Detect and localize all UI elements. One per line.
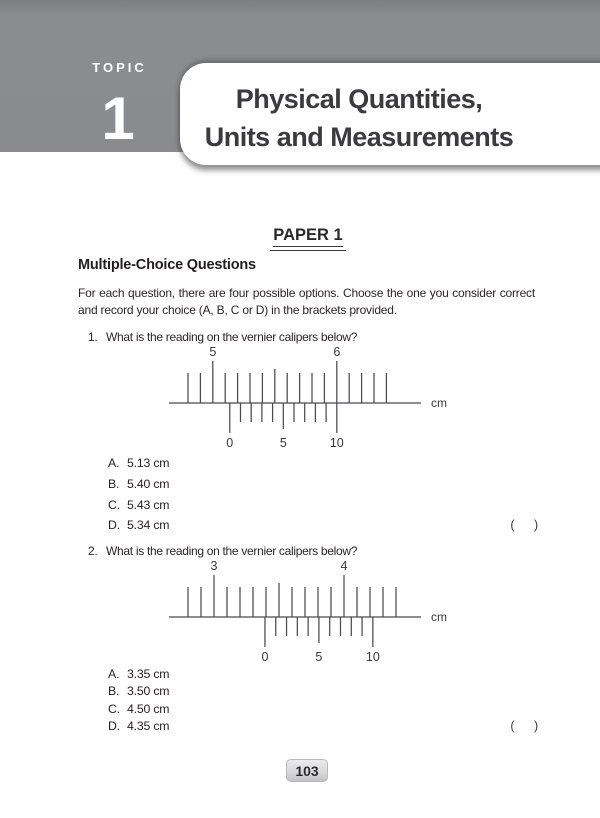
vernier-calipers-figure-1 [165, 342, 455, 454]
paper-heading [16, 226, 600, 251]
option-letter: C. [108, 701, 120, 716]
question-2-number: 2. [88, 544, 98, 558]
option-text: 4.50 cm [127, 701, 170, 716]
option-letter: A. [108, 667, 120, 681]
svg-text:3: 3 [210, 559, 218, 573]
section-heading: Multiple-Choice Questions [78, 257, 256, 273]
chapter-title-box [180, 63, 600, 165]
option-text: 5.43 cm [127, 497, 170, 512]
svg-text:5: 5 [315, 650, 323, 664]
svg-text:5: 5 [279, 436, 287, 450]
option-row [78, 498, 538, 519]
option-letter: B. [108, 476, 120, 491]
option-row [78, 719, 538, 736]
topic-number: 1 [101, 85, 135, 152]
option-text: 5.13 cm [127, 456, 170, 470]
option-letter: B. [108, 684, 120, 699]
question-1-text: What is the reading on the vernier calipers below? [106, 330, 358, 344]
svg-text:0: 0 [226, 436, 234, 450]
vernier-calipers-figure-2 [165, 556, 455, 668]
question-1-options [78, 456, 538, 539]
topic-label: TOPIC [92, 60, 147, 75]
svg-text:10: 10 [329, 436, 344, 450]
instructions-paragraph: For each question, there are four possible options. Choose the one you consider correct and record your choice (A, B, C or D) in the brackets provided. [78, 286, 535, 317]
svg-text:cm: cm [431, 610, 447, 624]
option-letter: C. [108, 497, 120, 512]
page-number-badge: 103 [286, 759, 328, 782]
option-text: 4.35 cm [127, 719, 170, 734]
option-letter: D. [108, 719, 120, 734]
option-text: 5.34 cm [127, 518, 170, 533]
svg-text:cm: cm [431, 396, 447, 410]
chapter-title-line-2: Units and Measurements [204, 122, 514, 152]
svg-text:0: 0 [261, 650, 269, 664]
question-1-number: 1. [88, 330, 98, 344]
svg-text:6: 6 [333, 345, 341, 359]
option-row [78, 456, 538, 477]
option-row [78, 667, 538, 684]
svg-text:5: 5 [209, 345, 217, 359]
option-row [78, 702, 538, 719]
question-2-text: What is the reading on the vernier calipers below? [106, 544, 358, 558]
question-2-options [78, 667, 538, 737]
paper-heading-text: PAPER 1 [273, 226, 342, 247]
option-letter: D. [108, 518, 120, 533]
svg-text:10: 10 [365, 650, 380, 664]
answer-bracket: ( ) [510, 719, 538, 734]
option-text: 3.50 cm [127, 684, 170, 699]
option-text: 5.40 cm [127, 476, 170, 491]
chapter-title-line-1: Physical Quantities, [235, 84, 483, 114]
option-row [78, 477, 538, 498]
answer-bracket: ( ) [510, 518, 538, 533]
svg-text:4: 4 [340, 559, 348, 573]
option-row [78, 684, 538, 701]
option-text: 3.35 cm [127, 667, 170, 681]
option-letter: A. [108, 456, 120, 470]
option-row [78, 518, 538, 539]
